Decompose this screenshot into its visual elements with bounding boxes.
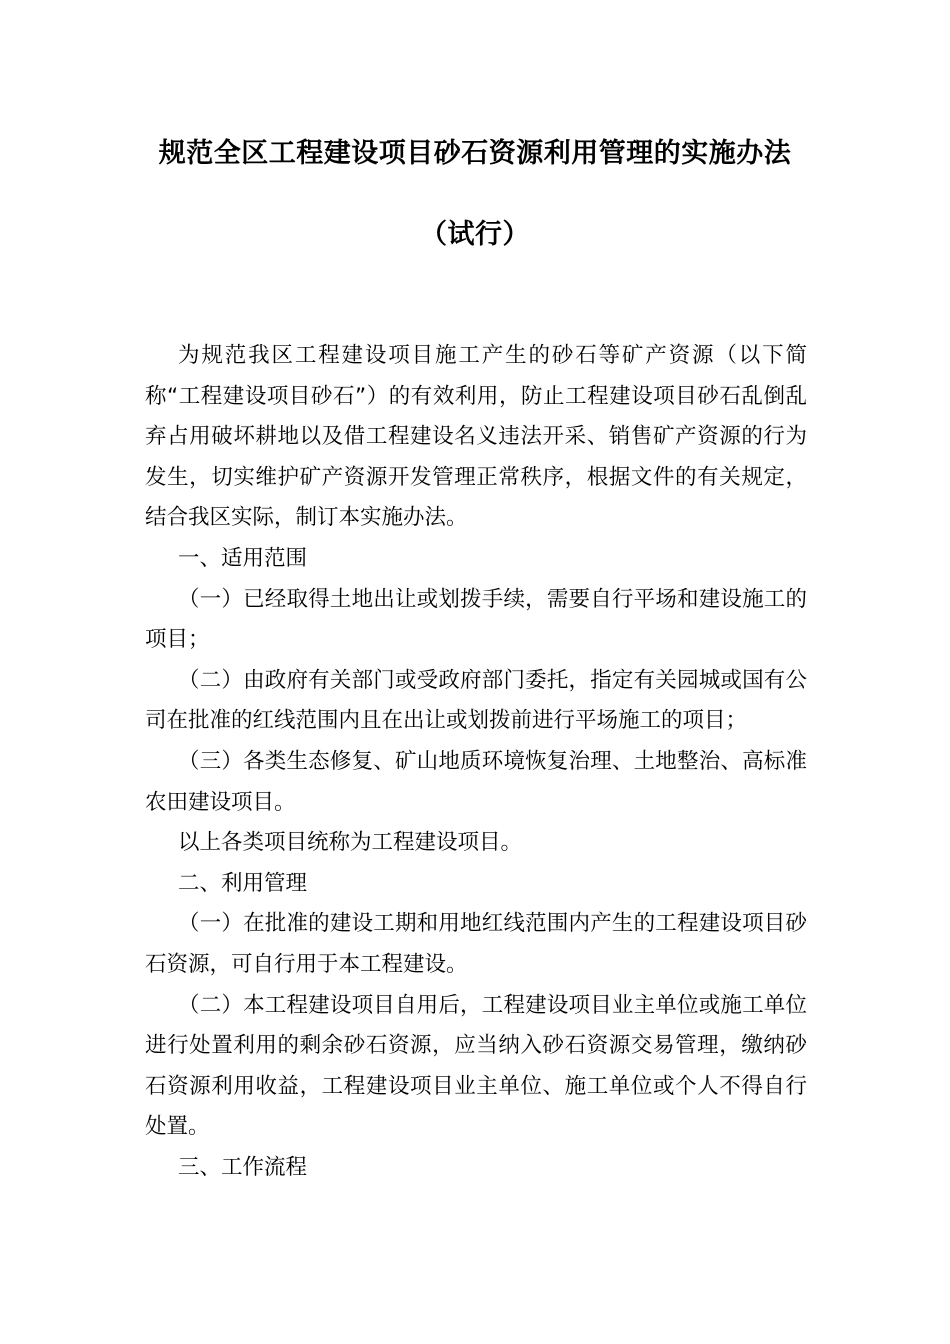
section-heading-management: 二、利用管理: [178, 870, 308, 896]
document-title: 规范全区工程建设项目砂石资源利用管理的实施办法: [158, 138, 792, 169]
document-subtitle: （试行）: [420, 219, 530, 250]
section-heading-workflow: 三、工作流程: [178, 1154, 308, 1180]
document-body: [145, 336, 807, 1188]
section-heading-scope: 一、适用范围: [178, 545, 308, 571]
intro-paragraph: 为规范我区工程建设项目施工产生的砂石等矿产资源（以下简称“工程建设项目砂石”）的有效利用，防止工程建设项目砂石乱倒乱弃占用破坏耕地以及借工程建设名义违法开采、销售矿产资源的行为发生，切实维护矿产资源开发管理正常秩序，根据文件的有关规定，结合我区实际，制订本实施办法。: [145, 343, 807, 531]
scope-item-3: （三）各类生态修复、矿山地质环境恢复治理、土地整治、高标准农田建设项目。: [145, 748, 807, 815]
scope-item-1: （一）已经取得土地出让或划拨手续，需要自行平场和建设施工的项目；: [145, 586, 807, 653]
management-item-1: （一）在批准的建设工期和用地红线范围内产生的工程建设项目砂石资源，可自行用于本工程建设。: [145, 911, 807, 977]
management-item-2: （二）本工程建设项目自用后，工程建设项目业主单位或施工单位进行处置利用的剩余砂石资源，应当纳入砂石资源交易管理，缴纳砂石资源利用收益，工程建设项目业主单位、施工单位或个人不得自行处置。: [145, 992, 807, 1140]
scope-item-2: （二）由政府有关部门或受政府部门委托，指定有关园城或国有公司在批准的红线范围内且在出让或划拨前进行平场施工的项目；: [145, 667, 807, 734]
scope-summary: 以上各类项目统称为工程建设项目。: [178, 830, 523, 856]
